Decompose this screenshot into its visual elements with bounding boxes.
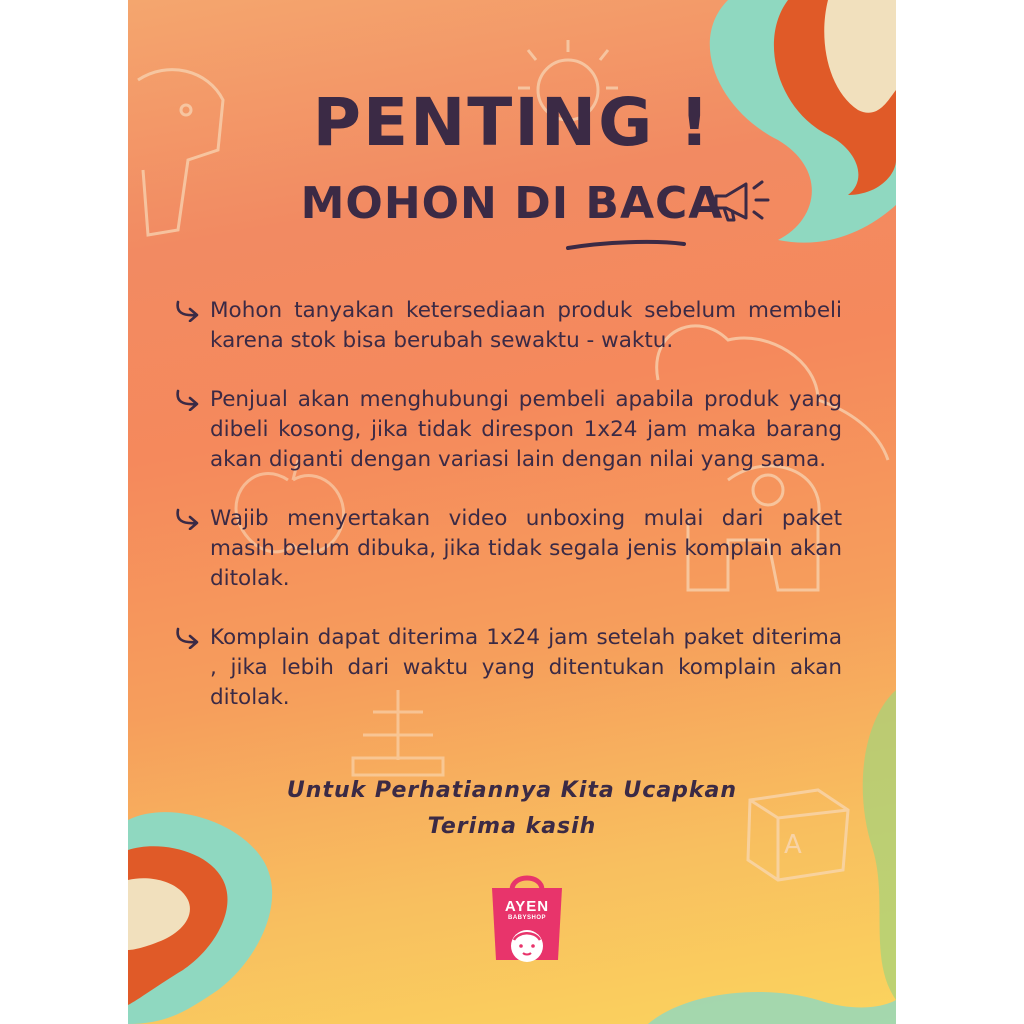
thanks-line-1: Untuk Perhatiannya Kita Ucapkan bbox=[286, 778, 738, 803]
doodle-letter-a: A bbox=[784, 830, 802, 860]
rule-text: Wajib menyertakan video unboxing mulai dari paket masih belum dibuka, jika tidak segala jenis komplain akan ditolak. bbox=[210, 506, 842, 591]
logo-name: AYEN bbox=[504, 898, 550, 915]
poster bbox=[128, 0, 896, 1024]
rule-item bbox=[174, 385, 842, 475]
page-subtitle: MOHON DI BACA bbox=[300, 178, 724, 229]
megaphone-icon bbox=[712, 180, 774, 224]
teal-wave-bottom-right bbox=[648, 992, 896, 1024]
page-title: PENTING ! bbox=[312, 84, 712, 161]
rule-text: Komplain dapat diterima 1x24 jam setelah paket diterima , jika lebih dari waktu yang ditentukan komplain akan ditolak. bbox=[210, 625, 842, 710]
curved-arrow-icon bbox=[174, 300, 202, 322]
rule-item bbox=[174, 296, 842, 356]
rules-list bbox=[174, 296, 842, 742]
shop-logo bbox=[486, 868, 568, 964]
rule-item bbox=[174, 504, 842, 594]
green-wave-right bbox=[863, 690, 896, 1000]
rule-item bbox=[174, 623, 842, 713]
logo-subtitle: BABYSHOP bbox=[507, 915, 546, 921]
rule-text: Penjual akan menghubungi pembeli apabila produk yang dibeli kosong, jika tidak direspon 1x24 jam maka barang akan diganti dengan variasi lain dengan nilai yang sama. bbox=[210, 387, 842, 472]
thanks-line-2: Terima kasih bbox=[427, 814, 597, 839]
curved-arrow-icon bbox=[174, 389, 202, 411]
curved-arrow-icon bbox=[174, 627, 202, 649]
rule-text: Mohon tanyakan ketersediaan produk sebelum membeli karena stok bisa berubah sewaktu - waktu. bbox=[210, 298, 842, 353]
curved-arrow-icon bbox=[174, 508, 202, 530]
subtitle-underline bbox=[564, 234, 688, 254]
